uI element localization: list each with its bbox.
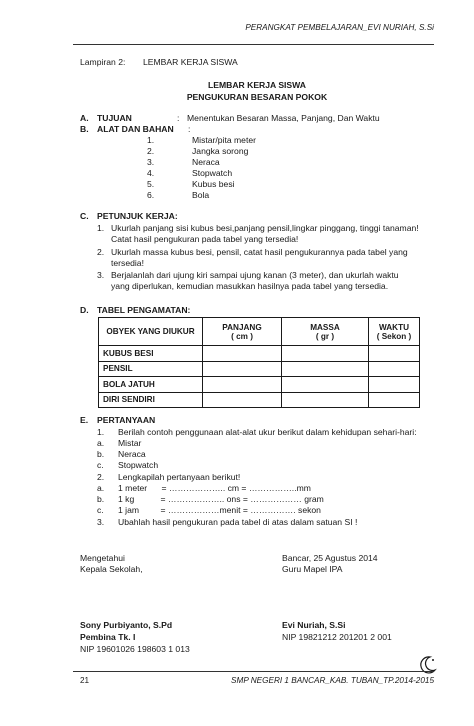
list-item-num: 1. — [147, 135, 155, 145]
sub-item-letter: b. — [97, 494, 105, 504]
table-cell[interactable] — [369, 377, 420, 393]
instruction-item — [111, 223, 427, 246]
header-divider — [73, 44, 434, 45]
signature-right-line1: Bancar, 25 Agustus 2014 — [282, 553, 378, 563]
table-cell[interactable] — [203, 392, 282, 408]
section-b-heading: ALAT DAN BAHAN — [97, 124, 174, 134]
section-e-heading: PERTANYAAN — [97, 415, 156, 425]
lampiran-title: LEMBAR KERJA SISWA — [143, 57, 238, 67]
sub-item-letter: a. — [97, 483, 105, 493]
tujuan-text: Menentukan Besaran Massa, Panjang, Dan Waktu — [187, 113, 380, 123]
list-item: Mistar/pita meter — [192, 135, 256, 145]
column-header-mass: MASSA ( gr ) — [282, 318, 369, 346]
row-label: DIRI SENDIRI — [99, 392, 203, 408]
signature-left-line1: Mengetahui — [80, 553, 125, 563]
question-text: Lengkapilah pertanyaan berikut! — [118, 472, 241, 482]
list-item-num: 6. — [147, 190, 155, 200]
section-b-colon: : — [188, 124, 191, 134]
column-header-object: OBYEK YANG DIUKUR — [99, 318, 203, 346]
table-cell[interactable] — [282, 346, 369, 362]
list-item-num: 3. — [147, 157, 155, 167]
column-header-time: WAKTU ( Sekon ) — [369, 318, 420, 346]
signature-left-line2: Kepala Sekolah, — [80, 564, 143, 574]
instruction-num: 2. — [97, 247, 105, 257]
teacher-nip: NIP 19821212 201201 2 001 — [282, 632, 392, 642]
crescent-ornament-icon — [416, 654, 438, 678]
row-label: BOLA JATUH — [99, 377, 203, 393]
sub-item: Mistar — [118, 438, 142, 448]
headmaster-rank: Pembina Tk. I — [80, 632, 136, 642]
instruction-item — [111, 270, 427, 293]
table-cell[interactable] — [203, 361, 282, 377]
list-item: Neraca — [192, 157, 220, 167]
table-cell[interactable] — [369, 346, 420, 362]
table-row — [99, 392, 420, 408]
sub-item: 1 kg = ……………….. ons = ……………… gram — [118, 494, 324, 504]
instruction-line: Ukurlah massa kubus besi, pensil, catat hasil pengukurannya pada tabel yang — [111, 247, 408, 257]
row-label: PENSIL — [99, 361, 203, 377]
question-text: Berilah contoh penggunaan alat-alat ukur berikut dalam kehidupan sehari-hari: — [118, 427, 417, 437]
question-num: 3. — [97, 517, 105, 527]
table-cell[interactable] — [282, 361, 369, 377]
instruction-num: 1. — [97, 223, 105, 233]
sub-item-letter: c. — [97, 505, 104, 515]
instruction-line: yang diperlukan, kemudian masukkan hasilnya pada tabel yang tersedia. — [111, 281, 389, 292]
table-row — [99, 361, 420, 377]
row-label: KUBUS BESI — [99, 346, 203, 362]
instruction-line: Catat hasil pengukuran pada tabel yang tersedia! — [111, 234, 299, 245]
sub-item-letter: c. — [97, 460, 104, 470]
instruction-num: 3. — [97, 270, 105, 280]
headmaster-nip: NIP 19601026 198603 1 013 — [80, 644, 190, 654]
signature-right-line2: Guru Mapel IPA — [282, 564, 343, 574]
footer-divider — [73, 671, 434, 672]
section-e-letter: E. — [80, 415, 89, 425]
question-num: 2. — [97, 472, 105, 482]
lampiran-label: Lampiran 2: — [80, 57, 126, 67]
instruction-line: Berjalanlah dari ujung kiri sampai ujung kanan (3 meter), dan ukurlah waktu — [111, 270, 399, 280]
list-item: Kubus besi — [192, 179, 235, 189]
observation-table — [98, 317, 420, 408]
list-item: Bola — [192, 190, 210, 200]
list-item: Jangka sorong — [192, 146, 249, 156]
sub-item: 1 meter = ……………….. cm = ……………..mm — [118, 483, 311, 493]
page-number: 21 — [80, 676, 90, 685]
table-cell[interactable] — [282, 392, 369, 408]
sub-item: 1 jam = ………………menit = ……………. sekon — [118, 505, 321, 515]
sub-item: Neraca — [118, 449, 146, 459]
instruction-line: Ukurlah panjang sisi kubus besi,panjang pensil,lingkar pinggang, tinggi tanaman! — [111, 223, 419, 233]
section-a-colon: : — [177, 113, 180, 123]
table-row — [99, 377, 420, 393]
instruction-line: tersedia! — [111, 258, 144, 269]
teacher-name: Evi Nuriah, S.Si — [282, 620, 346, 630]
table-cell[interactable] — [203, 346, 282, 362]
column-header-length: PANJANG ( cm ) — [203, 318, 282, 346]
table-row — [99, 346, 420, 362]
running-header: PERANGKAT PEMBELAJARAN_EVI NURIAH, S.Si — [245, 23, 434, 32]
question-text: Ubahlah hasil pengukuran pada tabel di atas dalam satuan SI ! — [118, 517, 358, 527]
sub-item-letter: a. — [97, 438, 105, 448]
section-d-heading: TABEL PENGAMATAN: — [97, 305, 191, 315]
list-item-num: 2. — [147, 146, 155, 156]
list-item-num: 5. — [147, 179, 155, 189]
sub-item: Stopwatch — [118, 460, 159, 470]
section-d-letter: D. — [80, 305, 89, 315]
section-a-letter: A. — [80, 113, 89, 123]
table-cell[interactable] — [203, 377, 282, 393]
section-c-letter: C. — [80, 211, 89, 221]
section-b-letter: B. — [80, 124, 89, 134]
section-a-heading: TUJUAN — [97, 113, 132, 123]
table-cell[interactable] — [282, 377, 369, 393]
running-footer: SMP NEGERI 1 BANCAR_KAB. TUBAN_TP.2014-2015 — [231, 676, 434, 685]
sub-item-letter: b. — [97, 449, 105, 459]
headmaster-name: Sony Purbiyanto, S.Pd — [80, 620, 173, 630]
instruction-item — [111, 247, 427, 270]
table-cell[interactable] — [369, 361, 420, 377]
document-title: LEMBAR KERJA SISWA — [207, 80, 307, 90]
list-item: Stopwatch — [192, 168, 233, 178]
section-c-heading: PETUNJUK KERJA: — [97, 211, 178, 221]
table-header-row — [99, 318, 420, 346]
table-cell[interactable] — [369, 392, 420, 408]
list-item-num: 4. — [147, 168, 155, 178]
document-subtitle: PENGUKURAN BESARAN POKOK — [186, 92, 328, 102]
question-num: 1. — [97, 427, 105, 437]
